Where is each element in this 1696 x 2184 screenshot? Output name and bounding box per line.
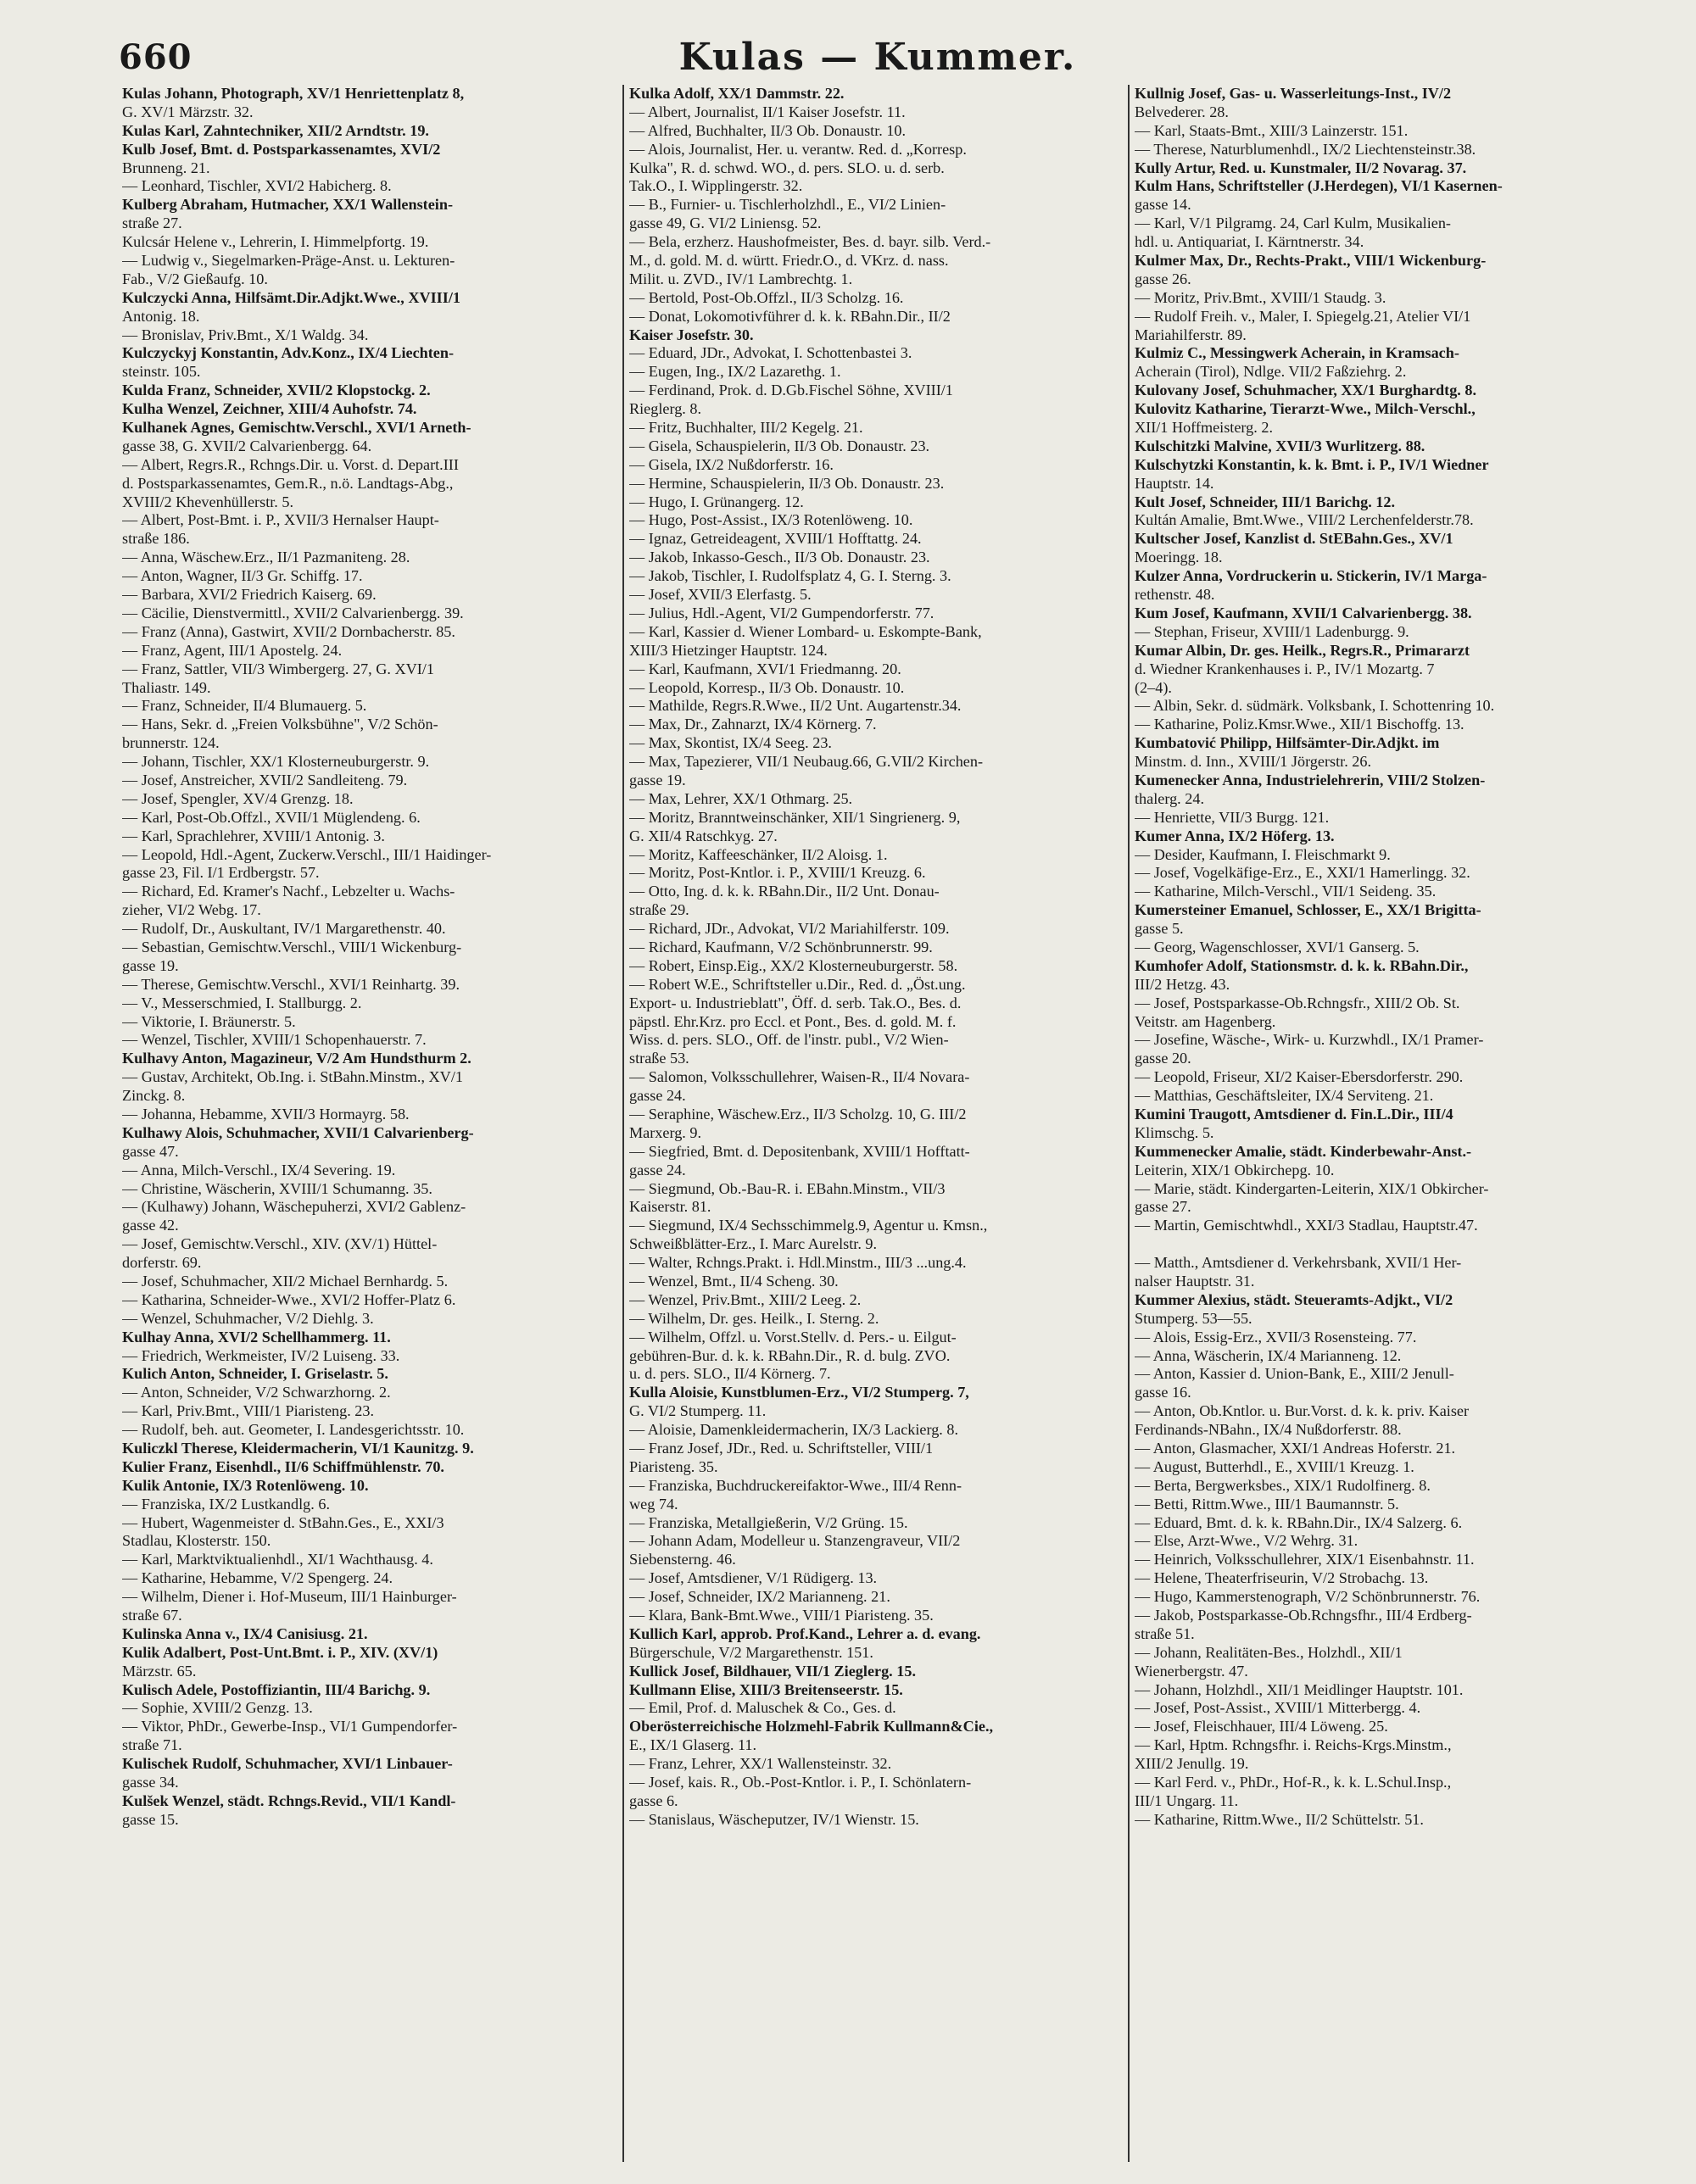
directory-entry-line: gasse 38, G. XVII/2 Calvarienbergg. 64.	[122, 437, 372, 454]
directory-entry-line: — Leonhard, Tischler, XVI/2 Habicherg. 8.	[122, 177, 392, 195]
column-2	[622, 85, 1128, 2162]
directory-entry-line: — Wilhelm, Offzl. u. Vorst.Stellv. d. Pers.- u. Eilgut-	[629, 1328, 957, 1346]
directory-entry-line: — Alfred, Buchhalter, II/3 Ob. Donaustr. 10.	[629, 121, 907, 139]
directory-entry-line: XIII/2 Jenullg. 19.	[1135, 1755, 1249, 1773]
directory-entry-line: — Franz, Sattler, VII/3 Wimbergerg. 27, G. XVI/1	[122, 660, 434, 677]
directory-entry-line: — Hans, Sekr. d. „Freien Volksbühne", V/2 Schön-	[122, 716, 438, 733]
directory-entry-line: — Berta, Bergwerksbes., XIX/1 Rudolfinerg. 8.	[1135, 1476, 1431, 1494]
directory-entry-line: — Anton, Schneider, V/2 Schwarzhorng. 2.	[122, 1384, 391, 1401]
directory-entry-line	[1135, 1235, 1626, 1254]
directory-entry-line: Marxerg. 9.	[629, 1123, 702, 1141]
directory-entry-line: — Friedrich, Werkmeister, IV/2 Luiseng. 33.	[122, 1346, 400, 1364]
directory-entry-line: — Karl, Marktviktualienhdl., XI/1 Wachthausg. 4.	[122, 1551, 433, 1568]
directory-entry-line: straße 51.	[1135, 1624, 1195, 1642]
directory-entry-line: — Georg, Wagenschlosser, XVI/1 Ganserg. 5.	[1135, 938, 1420, 956]
directory-entry-line: gasse 49, G. VI/2 Liniensg. 52.	[629, 214, 822, 232]
directory-entry-line: — Josef, Post-Assist., XVIII/1 Mitterbergg. 4.	[1135, 1699, 1421, 1717]
directory-entry-line: — V., Messerschmied, I. Stallburgg. 2.	[122, 994, 362, 1011]
directory-entry-line: — Josef, Gemischtw.Verschl., XIV. (XV/1) Hüttel-	[122, 1235, 438, 1253]
directory-entry-line: Kulšek Wenzel, städt. Rchngs.Revid., VII/1 Kandl-	[122, 1791, 456, 1809]
directory-entry-line: — Rudolf Freih. v., Maler, I. Spiegelg.21, Atelier VI/1	[1135, 307, 1471, 325]
directory-entry-line: dorferstr. 69.	[122, 1254, 202, 1272]
directory-entry-line: — Therese, Naturblumenhdl., IX/2 Liechtensteinstr.38.	[1135, 140, 1476, 158]
directory-entry-line: — Hubert, Wagenmeister d. StBahn.Ges., E., XXI/3	[122, 1513, 444, 1531]
directory-entry-line: Siebensterng. 46.	[629, 1551, 736, 1568]
directory-entry-line: Kulschitzki Malvine, XVII/3 Wurlitzerg. 88.	[1135, 437, 1425, 454]
directory-entry-line: — Katharina, Schneider-Wwe., XVI/2 Hoffer-Platz 6.	[122, 1290, 456, 1308]
directory-entry-line: — Josef, Amtsdiener, V/1 Rüdigerg. 13.	[629, 1569, 878, 1587]
directory-entry-line: — Josefine, Wäsche-, Wirk- u. Kurzwhdl., IX/1 Pramer-	[1135, 1031, 1484, 1049]
directory-entry-line: — Ludwig v., Siegelmarken-Präge-Anst. u. Lekturen-	[122, 252, 455, 270]
directory-entry-line: — Franz, Agent, III/1 Apostelg. 24.	[122, 641, 343, 659]
directory-entry-line: — Josef, Vogelkäfige-Erz., E., XXI/1 Hamerlingg. 32.	[1135, 864, 1470, 882]
directory-entry-line: rethenstr. 48.	[1135, 586, 1215, 604]
directory-entry-line: — Johanna, Hebamme, XVII/3 Hormayrg. 58.	[122, 1105, 410, 1123]
directory-entry-line: — Albert, Post-Bmt. i. P., XVII/3 Hernalser Haupt-	[122, 511, 439, 529]
directory-entry-line: XIII/3 Hietzinger Hauptstr. 124.	[629, 641, 828, 659]
directory-entry-line: — Hermine, Schauspielerin, II/3 Ob. Donaustr. 23.	[629, 474, 945, 492]
directory-entry-line: Kulka Adolf, XX/1 Dammstr. 22.	[629, 85, 845, 102]
directory-entry-line: Kully Artur, Red. u. Kunstmaler, II/2 Novarag. 37.	[1135, 159, 1467, 176]
directory-entry-line: — Albert, Journalist, II/1 Kaiser Josefstr. 11.	[629, 103, 906, 120]
directory-entry-line: — Jakob, Postsparkasse-Ob.Rchngsfhr., III/4 Erdberg-	[1135, 1607, 1472, 1624]
directory-entry-line: — Franziska, IX/2 Lustkandlg. 6.	[122, 1495, 330, 1513]
directory-entry-line: — Hugo, I. Grünangerg. 12.	[629, 493, 804, 510]
directory-entry-line: gasse 23, Fil. I/1 Erdbergstr. 57.	[122, 864, 320, 882]
directory-entry-line: Stumperg. 53—55.	[1135, 1309, 1252, 1327]
directory-entry-line: Kumar Albin, Dr. ges. Heilk., Regrs.R., Primararzt	[1135, 641, 1470, 659]
directory-entry-line: — Mathilde, Regrs.R.Wwe., II/2 Unt. Augartenstr.34.	[629, 697, 962, 715]
directory-entry-line: — Marie, städt. Kindergarten-Leiterin, XIX/1 Obkircher-	[1135, 1179, 1489, 1197]
directory-entry-line: nalser Hauptstr. 31.	[1135, 1273, 1255, 1290]
directory-entry-line: — Johann, Tischler, XX/1 Klosterneuburgerstr. 9.	[122, 753, 430, 771]
directory-entry-line: — Max, Dr., Zahnarzt, IX/4 Körnerg. 7.	[629, 716, 877, 733]
directory-entry-line: gasse 15.	[122, 1810, 179, 1828]
directory-entry-line: Kumbatović Philipp, Hilfsämter-Dir.Adjkt. im	[1135, 734, 1440, 752]
directory-entry-line: Kulich Anton, Schneider, I. Griselastr. 5.	[122, 1365, 388, 1383]
directory-entry-line: gasse 6.	[629, 1791, 678, 1809]
directory-entry-line: Leiterin, XIX/1 Obkirchерg. 10.	[1135, 1161, 1335, 1178]
directory-entry-line: Kumersteiner Emanuel, Schlosser, E., XX/1 Brigitta-	[1135, 901, 1481, 919]
directory-entry-line: Kum Josef, Kaufmann, XVII/1 Calvarienbergg. 38.	[1135, 604, 1472, 621]
directory-entry-line: Kulcsár Helene v., Lehrerin, I. Himmelpfortg. 19.	[122, 233, 429, 251]
directory-entry-line: Kulczyckyj Konstantin, Adv.Konz., IX/4 Liechten-	[122, 344, 455, 362]
directory-entry-line: — Rudolf, beh. aut. Geometer, I. Landesgerichtsstr. 10.	[122, 1421, 465, 1439]
directory-entry-line: — Bertold, Post-Ob.Offzl., II/3 Scholzg. 16.	[629, 288, 904, 306]
directory-entry-line: Kulmiz C., Messingwerk Acherain, in Kramsach-	[1135, 344, 1459, 362]
directory-entry-line: Kulmer Max, Dr., Rechts-Prakt., VIII/1 Wickenburg-	[1135, 252, 1487, 270]
directory-entry-line: — Albert, Regrs.R., Rchngs.Dir. u. Vorst. d. Depart.III	[122, 455, 459, 473]
directory-entry-line: — Josef, Fleischhauer, III/4 Löweng. 25.	[1135, 1718, 1388, 1736]
directory-entry-line: Kulhanek Agnes, Gemischtw.Verschl., XVI/1 Arneth-	[122, 419, 471, 437]
directory-entry-line: — Moritz, Branntweinschänker, XII/1 Singrienerg. 9,	[629, 808, 961, 826]
directory-entry-line: Kulik Antonie, IX/3 Rotenlöweng. 10.	[122, 1476, 369, 1494]
directory-entry-line: — Karl, Sprachlehrer, XVIII/1 Antonig. 3.	[122, 827, 385, 844]
directory-entry-line: (2–4).	[1135, 678, 1172, 696]
directory-entry-line: Kultscher Josef, Kanzlist d. StEBahn.Ges., XV/1	[1135, 530, 1453, 548]
directory-entry-line: Kulschytzki Konstantin, k. k. Bmt. i. P., IV/1 Wiedner	[1135, 455, 1489, 473]
directory-entry-line: Kullick Josef, Bildhauer, VII/1 Zieglerg. 15.	[629, 1662, 917, 1680]
directory-entry-line: — Moritz, Post-Kntlor. i. P., XVIII/1 Kreuzg. 6.	[629, 864, 926, 882]
directory-entry-line: Kulm Hans, Schriftsteller (J.Herdegen), VI/1 Kasernen-	[1135, 177, 1503, 195]
directory-entry-line: Märzstr. 65.	[122, 1662, 197, 1680]
directory-entry-line: Kulb Josef, Bmt. d. Postsparkassenamtes, XVI/2	[122, 140, 441, 158]
column-3	[1128, 85, 1633, 2162]
directory-entry-line: — Aloisie, Damenkleidermacherin, IX/3 Lackierg. 8.	[629, 1421, 959, 1439]
directory-entry-line: Ferdinands-NBahn., IX/4 Nußdorferstr. 88.	[1135, 1421, 1402, 1439]
directory-entry-line: gasse 20.	[1135, 1050, 1191, 1067]
directory-entry-line: — Josef, Anstreicher, XVII/2 Sandleiteng. 79.	[122, 771, 408, 788]
directory-entry-line: Belvederег. 28.	[1135, 103, 1229, 120]
directory-entry-line: Moeringg. 18.	[1135, 549, 1223, 566]
directory-entry-line: — Hugo, Kammerstenograph, V/2 Schönbrunnerstr. 76.	[1135, 1588, 1481, 1606]
directory-entry-line: — Katharine, Hebamme, V/2 Spengerg. 24.	[122, 1569, 393, 1587]
directory-entry-line: — Katharine, Milch-Verschl., VII/1 Seideng. 35.	[1135, 883, 1437, 900]
directory-entry-line: Kulier Franz, Eisenhdl., II/6 Schiffmühlenstr. 70.	[122, 1457, 444, 1475]
directory-entry-line: — Stephan, Friseur, XVIII/1 Ladenburgg. 9.	[1135, 622, 1409, 640]
directory-entry-line: gasse 24.	[629, 1161, 686, 1178]
page-title: Kulas — Kummer.	[678, 36, 1077, 79]
directory-entry-line: — Franz Josef, JDr., Red. u. Schriftsteller, VIII/1	[629, 1440, 934, 1457]
directory-entry-line: d. Wiedner Krankenhauses i. P., IV/1 Mozartg. 7	[1135, 660, 1435, 677]
directory-entry-line: — Barbara, XVI/2 Friedrich Kaiserg. 69.	[122, 586, 377, 604]
directory-entry-line: — Gisela, Schauspielerin, II/3 Ob. Donaustr. 23.	[629, 437, 930, 454]
directory-entry-line: Fab., V/2 Gießaufg. 10.	[122, 270, 268, 287]
directory-entry-line: brunnerstr. 124.	[122, 734, 220, 752]
directory-entry-line: Hauptstr. 14.	[1135, 474, 1214, 492]
directory-entry-line: — Franziska, Buchdruckereifaktor-Wwe., III/4 Renn-	[629, 1476, 962, 1494]
directory-entry-line: — Siegfried, Bmt. d. Depositenbank, XVIII/1 Hofftatt-	[629, 1142, 970, 1160]
directory-entry-line: straße 53.	[629, 1050, 689, 1067]
directory-entry-line: — Desider, Kaufmann, I. Fleischmarkt 9.	[1135, 845, 1391, 863]
directory-entry-line: — Rudolf, Dr., Auskultant, IV/1 Margarethenstr. 40.	[122, 920, 446, 938]
directory-entry-line: — Josef, XVII/3 Elerfastg. 5.	[629, 586, 812, 604]
directory-entry-line: — Richard, Kaufmann, V/2 Schönbrunnerstr. 99.	[629, 938, 933, 956]
directory-entry-line: gasse 34.	[122, 1774, 179, 1791]
directory-entry-line: straße 67.	[122, 1607, 182, 1624]
directory-entry-line: — Moritz, Kaffeeschänker, II/2 Aloisg. 1.	[629, 845, 888, 863]
directory-entry-line: Kullmann Elise, XIII/3 Breitenseerstr. 15.	[629, 1680, 903, 1698]
directory-entry-line: — Sophie, XVIII/2 Genzg. 13.	[122, 1699, 313, 1717]
directory-entry-line: Kulla Aloisie, Kunstblumen-Erz., VI/2 Stumperg. 7,	[629, 1384, 969, 1401]
directory-entry-line: gasse 5.	[1135, 920, 1184, 938]
directory-entry-line: gebühren-Bur. d. k. k. RBahn.Dir., R. d. bulg. ZVO.	[629, 1346, 951, 1364]
directory-entry-line: — Wenzel, Schuhmacher, V/2 Diehlg. 3.	[122, 1309, 374, 1327]
directory-entry-line: — Betti, Rittm.Wwe., III/1 Baumannstr. 5.	[1135, 1495, 1399, 1513]
directory-entry-line: — Hugo, Post-Assist., IX/3 Rotenlöweng. 10.	[629, 511, 913, 529]
directory-entry-line: — Josef, Schuhmacher, XII/2 Michael Bernhardg. 5.	[122, 1273, 449, 1290]
directory-entry-line: — Viktor, PhDr., Gewerbe-Insp., VI/1 Gumpendorfer-	[122, 1718, 458, 1736]
directory-entry-line: — Johann Adam, Modelleur u. Stanzengraveur, VII/2	[629, 1532, 961, 1550]
directory-entry-line: — Franz, Schneider, II/4 Blumauerg. 5.	[122, 697, 367, 715]
directory-entry-line: straße 186.	[122, 530, 190, 548]
directory-entry-line: III/1 Ungarg. 11.	[1135, 1791, 1239, 1809]
directory-entry-line: E., IX/1 Glaserg. 11.	[629, 1736, 757, 1754]
directory-entry-line: — Seraphine, Wäschew.Erz., II/3 Scholzg. 10, G. III/2	[629, 1105, 967, 1123]
directory-entry-line: — Therese, Gemischtw.Verschl., XVI/1 Reinhartg. 39.	[122, 975, 460, 993]
directory-entry-line: gasse 24.	[629, 1087, 686, 1105]
directory-entry-line: — Anton, Kassier d. Union-Bank, E., XIII/2 Jenull-	[1135, 1365, 1454, 1383]
directory-entry-line: hdl. u. Antiquariat, I. Kärntnerstr. 34.	[1135, 233, 1364, 251]
directory-entry-line: Wiss. d. pers. SLO., Off. de l'instr. publ., V/2 Wien-	[629, 1031, 949, 1049]
directory-entry-line: — B., Furnier- u. Tischlerholzhdl., E., VI/2 Linien-	[629, 196, 946, 214]
directory-entry-line: — Johann, Realitäten-Bes., Holzhdl., XII/1	[1135, 1643, 1403, 1661]
directory-entry-line: Veitstr. am Hagenberg.	[1135, 1012, 1276, 1030]
directory-entry-line: Kulha Wenzel, Zeichner, XIII/4 Auhofstr. 74.	[122, 400, 417, 418]
directory-entry-line: III/2 Hetzg. 43.	[1135, 975, 1230, 993]
directory-entry-line: XVIII/2 Khevenhüllerstr. 5.	[122, 493, 294, 510]
directory-entry-line: gasse 47.	[122, 1142, 179, 1160]
directory-entry-line: Piaristeng. 35.	[629, 1457, 718, 1475]
directory-entry-line: — Alois, Journalist, Her. u. verantw. Red. d. „Korresp.	[629, 140, 967, 158]
directory-entry-line: — Leopold, Korresp., II/3 Ob. Donaustr. 10.	[629, 678, 905, 696]
directory-entry-line: Klimschg. 5.	[1135, 1123, 1214, 1141]
directory-entry-line: Kulzer Anna, Vordruckerin u. Stickerin, IV/1 Marga-	[1135, 567, 1487, 585]
directory-entry-line: — Karl, Hptm. Rchngsfhr. i. Reichs-Krgs.Minstm.,	[1135, 1736, 1452, 1754]
directory-entry-line: — Karl, Priv.Bmt., VIII/1 Piaristeng. 23.	[122, 1402, 375, 1420]
directory-entry-line: Kulovany Josef, Schuhmacher, XX/1 Burghardtg. 8.	[1135, 382, 1477, 399]
directory-entry-line: — Helene, Theaterfriseurin, V/2 Strobachg. 13.	[1135, 1569, 1429, 1587]
directory-entry-line: Bürgerschule, V/2 Margarethenstr. 151.	[629, 1643, 873, 1661]
directory-entry-line: thalerg. 24.	[1135, 789, 1204, 807]
directory-entry-line: gasse 16.	[1135, 1384, 1191, 1401]
directory-entry-line: — Jakob, Inkasso-Gesch., II/3 Ob. Donaustr. 23.	[629, 549, 930, 566]
directory-entry-line: — Bronislav, Priv.Bmt., X/1 Waldg. 34.	[122, 326, 369, 343]
directory-entry-line: — Alois, Essig-Erz., XVII/3 Rosensteing. 77.	[1135, 1328, 1417, 1346]
directory-entry-line: — Karl Ferd. v., PhDr., Hof-R., k. k. L.Schul.Insp.,	[1135, 1774, 1452, 1791]
directory-entry-line: — Christine, Wäscherin, XVIII/1 Schumanng. 35.	[122, 1179, 432, 1197]
directory-entry-line: Kulhavy Anton, Magazineur, V/2 Am Hundsthurm 2.	[122, 1050, 471, 1067]
directory-entry-line: — Klara, Bank-Bmt.Wwe., VIII/1 Piaristeng. 35.	[629, 1607, 934, 1624]
directory-entry-line: Rieglerg. 8.	[629, 400, 702, 418]
directory-entry-line: — Stanislaus, Wäscheputzer, IV/1 Wienstr. 15.	[629, 1810, 919, 1828]
directory-entry-line: — Anton, Glasmacher, XXI/1 Andreas Hoferstr. 21.	[1135, 1440, 1456, 1457]
directory-entry-line: — Ferdinand, Prok. d. D.Gb.Fischel Söhne, XVIII/1	[629, 382, 953, 399]
directory-entry-line: Kuliczkl Therese, Kleidermacherin, VI/1 Kaunitzg. 9.	[122, 1440, 474, 1457]
directory-entry-line: u. d. pers. SLO., II/4 Körnerg. 7.	[629, 1365, 831, 1383]
directory-entry-line: Acherain (Tirol), Ndlge. VII/2 Faßziehrg. 2.	[1135, 363, 1407, 381]
directory-entry-line: Kaiserstr. 81.	[629, 1198, 711, 1216]
directory-entry-line: zieher, VI/2 Webg. 17.	[122, 901, 261, 919]
directory-entry-line: — Max, Tapezierer, VII/1 Neubaug.66, G.VII/2 Kirchen-	[629, 753, 984, 771]
directory-entry-line: — Katharine, Rittm.Wwe., II/2 Schüttelstr. 51.	[1135, 1810, 1424, 1828]
directory-entry-line: — Robert W.E., Schriftsteller u.Dir., Red. d. „Öst.ung.	[629, 975, 966, 993]
directory-entry-line: — Else, Arzt-Wwe., V/2 Wehrg. 31.	[1135, 1532, 1358, 1550]
directory-entry-line: — Josef, kais. R., Ob.-Post-Kntlor. i. P., I. Schönlatern-	[629, 1774, 972, 1791]
directory-entry-line: — Cäcilie, Dienstvermittl., XVII/2 Calvarienbergg. 39.	[122, 604, 464, 621]
directory-entry-line: — Richard, Ed. Kramer's Nachf., Lebzelter u. Wachs-	[122, 883, 455, 900]
directory-entry-line: — Otto, Ing. d. k. k. RBahn.Dir., II/2 Unt. Donau-	[629, 883, 940, 900]
directory-entry-line: XII/1 Hoffmeisterg. 2.	[1135, 419, 1273, 437]
directory-entry-line: Brunneng. 21.	[122, 159, 210, 176]
directory-entry-line: — Wilhelm, Diener i. Hof-Museum, III/1 Hainburger-	[122, 1588, 457, 1606]
directory-entry-line: — Albin, Sekr. d. südmärk. Volksbank, I. Schottenring 10.	[1135, 697, 1495, 715]
directory-entry-line: straße 29.	[629, 901, 689, 919]
directory-entry-line: Zinckg. 8.	[122, 1087, 186, 1105]
directory-entry-line: — Leopold, Friseur, XI/2 Kaiser-Ebersdorferstr. 290.	[1135, 1068, 1464, 1086]
directory-entry-line: Wienerbergstr. 47.	[1135, 1662, 1248, 1680]
directory-entry-line: Stadlau, Klosterstr. 150.	[122, 1532, 271, 1550]
directory-entry-line: — Wenzel, Bmt., II/4 Scheng. 30.	[629, 1273, 839, 1290]
directory-entry-line: — Johann, Holzhdl., XII/1 Meidlinger Hauptstr. 101.	[1135, 1680, 1464, 1698]
directory-entry-line: päpstl. Ehr.Krz. pro Eccl. et Pont., Bes. d. gold. M. f.	[629, 1012, 957, 1030]
directory-entry-line: — Wilhelm, Dr. ges. Heilk., I. Sterng. 2.	[629, 1309, 879, 1327]
directory-entry-line: Kult Josef, Schneider, III/1 Barichg. 12.	[1135, 493, 1396, 510]
directory-entry-line: gasse 42.	[122, 1217, 179, 1234]
directory-entry-line: — Martin, Gemischtwhdl., XXI/3 Stadlau, Hauptstr.47.	[1135, 1217, 1478, 1234]
directory-entry-line: — Julius, Hdl.-Agent, VI/2 Gumpendorferstr. 77.	[629, 604, 934, 621]
directory-entry-line: — Josef, Spengler, XV/4 Grenzg. 18.	[122, 789, 354, 807]
directory-entry-line: Kummenecker Amalie, städt. Kinderbewahr-Anst.-	[1135, 1142, 1472, 1160]
directory-entry-line: G. XII/4 Ratschkyg. 27.	[629, 827, 778, 844]
directory-entry-line: — Max, Skontist, IX/4 Seeg. 23.	[629, 734, 832, 752]
directory-entry-line: Antonig. 18.	[122, 307, 200, 325]
directory-entry-line: — Siegmund, Ob.-Bau-R. i. EBahn.Minstm., VII/3	[629, 1179, 946, 1197]
directory-entry-line: — Bela, erzherz. Haushofmeister, Bes. d. bayr. silb. Verd.-	[629, 233, 991, 251]
column-1	[117, 85, 622, 2162]
directory-entry-line: — Heinrich, Volksschullehrer, XIX/1 Eisenbahnstr. 11.	[1135, 1551, 1475, 1568]
directory-entry-line: Kulhay Anna, XVI/2 Schellhammerg. 11.	[122, 1328, 391, 1346]
directory-entry-line: — Max, Lehrer, XX/1 Othmarg. 25.	[629, 789, 853, 807]
directory-entry-line: Kulas Johann, Photograph, XV/1 Henriettenplatz 8,	[122, 85, 465, 102]
directory-entry-line: straße 27.	[122, 214, 182, 232]
directory-entry-line: Kulisch Adele, Postoffiziantin, III/4 Barichg. 9.	[122, 1680, 431, 1698]
directory-entry-line: G. VI/2 Stumperg. 11.	[629, 1402, 767, 1420]
directory-entry-line: — Wenzel, Priv.Bmt., XIII/2 Leeg. 2.	[629, 1290, 862, 1308]
directory-entry-line: — Salomon, Volksschullehrer, Waisen-R., II/4 Novara-	[629, 1068, 970, 1086]
directory-entry-line: — Karl, Post-Ob.Offzl., XVII/1 Müglendeng. 6.	[122, 808, 421, 826]
directory-entry-line: — Karl, Kassier d. Wiener Lombard- u. Eskompte-Bank,	[629, 622, 982, 640]
directory-entry-line: Kumenecker Anna, Industrielehrerin, VIII/2 Stolzen-	[1135, 771, 1486, 788]
page-number: 660	[119, 37, 192, 77]
directory-entry-line: — Robert, Einsp.Eig., XX/2 Klosterneuburgerstr. 58.	[629, 956, 958, 974]
directory-entry-line: — Gustav, Architekt, Ob.Ing. i. StBahn.Minstm., XV/1	[122, 1068, 463, 1086]
directory-entry-line: Tak.O., I. Wipplingerstr. 32.	[629, 177, 803, 195]
directory-entry-line: — Anton, Wagner, II/3 Gr. Schiffg. 17.	[122, 567, 363, 585]
directory-entry-line: — Anna, Wäschew.Erz., II/1 Pazmaniteng. 28.	[122, 549, 410, 566]
directory-entry-line: — Matth., Amtsdiener d. Verkehrsbank, XVII/1 Her-	[1135, 1254, 1462, 1272]
directory-entry-line: — Ignaz, Getreideagent, XVIII/1 Hofftattg. 24.	[629, 530, 922, 548]
directory-entry-line: Milit. u. ZVD., IV/1 Lambrechtg. 1.	[629, 270, 853, 287]
directory-entry-line: Thaliastr. 149.	[122, 678, 211, 696]
directory-entry-line: — August, Butterhdl., E., XVIII/1 Kreuzg. 1.	[1135, 1457, 1414, 1475]
directory-entry-line: M., d. gold. M. d. württ. Friedr.O., d. VKrz. d. nass.	[629, 252, 949, 270]
directory-entry-line: — Anna, Milch-Verschl., IX/4 Severing. 19.	[122, 1161, 396, 1178]
directory-entry-line: — Moritz, Priv.Bmt., XVIII/1 Staudg. 3.	[1135, 288, 1386, 306]
directory-entry-line: straße 71.	[122, 1736, 182, 1754]
page-header	[110, 32, 1645, 83]
directory-entry-line: G. XV/1 Märzstr. 32.	[122, 103, 254, 120]
directory-entry-line: Kulinska Anna v., IX/4 Canisiusg. 21.	[122, 1624, 368, 1642]
directory-entry-line: — Leopold, Hdl.-Agent, Zuckerw.Verschl., III/1 Haidinger-	[122, 845, 492, 863]
directory-entry-line: — Donat, Lokomotivführer d. k. k. RBahn.Dir., II/2	[629, 307, 951, 325]
directory-entry-line: — Emil, Prof. d. Maluschek & Co., Ges. d.	[629, 1699, 896, 1717]
directory-entry-line: steinstr. 105.	[122, 363, 201, 381]
directory-entry-line: Oberösterreichische Holzmehl-Fabrik Kullmann&Cie.,	[629, 1718, 994, 1736]
directory-entry-line: Kumhofer Adolf, Stationsmstr. d. k. k. RBahn.Dir.,	[1135, 956, 1469, 974]
directory-entry-line: — Karl, V/1 Pilgramg. 24, Carl Kulm, Musikalien-	[1135, 214, 1451, 232]
directory-entry-line: — Gisela, IX/2 Nußdorferstr. 16.	[629, 455, 834, 473]
directory-entry-line: — Fritz, Buchhalter, III/2 Kegelg. 21.	[629, 419, 863, 437]
directory-entry-line: — Richard, JDr., Advokat, VI/2 Mariahilferstr. 109.	[629, 920, 950, 938]
directory-entry-line: — Katharine, Poliz.Kmsr.Wwe., XII/1 Bischoffg. 13.	[1135, 716, 1464, 733]
directory-entry-line: Kulhawy Alois, Schuhmacher, XVII/1 Calvarienberg-	[122, 1123, 474, 1141]
directory-entry-line: gasse 19.	[629, 771, 686, 788]
directory-entry-line: — Anton, Ob.Kntlor. u. Bur.Vorst. d. k. k. priv. Kaiser	[1135, 1402, 1470, 1420]
directory-entry-line: weg 74.	[629, 1495, 678, 1513]
directory-entry-line: gasse 26.	[1135, 270, 1191, 287]
columns-container	[117, 85, 1635, 2162]
directory-entry-line: Kultán Amalie, Bmt.Wwe., VIII/2 Lerchenfelderstr.78.	[1135, 511, 1474, 529]
directory-entry-line: Minstm. d. Inn., XVIII/1 Jörgerstr. 26.	[1135, 753, 1372, 771]
directory-entry-line: Kulischek Rudolf, Schuhmacher, XVI/1 Linbauer-	[122, 1755, 453, 1773]
directory-entry-line: Kulberg Abraham, Hutmacher, XX/1 Wallenstein-	[122, 196, 454, 214]
directory-entry-line: — Walter, Rchngs.Prakt. i. Hdl.Minstm., III/3 ...ung.4.	[629, 1254, 967, 1272]
directory-entry-line: — Jakob, Tischler, I. Rudolfsplatz 4, G. I. Sterng. 3.	[629, 567, 951, 585]
directory-entry-line: — Wenzel, Tischler, XVIII/1 Schopenhauerstr. 7.	[122, 1031, 427, 1049]
directory-entry-line: Kulas Karl, Zahntechniker, XII/2 Arndtstr. 19.	[122, 121, 429, 139]
directory-entry-line: Kulovitz Katharine, Tierarzt-Wwe., Milch-Verschl.,	[1135, 400, 1476, 418]
directory-entry-line: — (Kulhawy) Johann, Wäschepuherzi, XVI/2 Gablenz-	[122, 1198, 466, 1216]
directory-entry-line: — Josef, Schneider, IX/2 Marianneng. 21.	[629, 1588, 890, 1606]
directory-entry-line: — Matthias, Geschäftsleiter, IX/4 Serviteng. 21.	[1135, 1087, 1434, 1105]
directory-entry-line: d. Postsparkassenamtes, Gem.R., n.ö. Landtags-Abg.,	[122, 474, 454, 492]
directory-entry-line: Kullich Karl, approb. Prof.Kand., Lehrer a. d. evang.	[629, 1624, 981, 1642]
directory-entry-line: Kaiser Josefstr. 30.	[629, 326, 754, 343]
directory-entry-line: gasse 14.	[1135, 196, 1191, 214]
directory-entry-line: Kumer Anna, IX/2 Höferg. 13.	[1135, 827, 1335, 844]
directory-entry-line: Kulka", R. d. schwd. WO., d. pers. SLO. u. d. serb.	[629, 159, 945, 176]
directory-entry-line: — Viktorie, I. Bräunerstr. 5.	[122, 1012, 296, 1030]
directory-entry-line: — Eduard, Bmt. d. k. k. RBahn.Dir., IX/4 Salzerg. 6.	[1135, 1513, 1463, 1531]
directory-entry-line: — Franz (Anna), Gastwirt, XVII/2 Dornbacherstr. 85.	[122, 622, 455, 640]
directory-entry-line: — Siegmund, IX/4 Sechsschimmelg.9, Agentur u. Kmsn.,	[629, 1217, 988, 1234]
directory-entry-line: — Josef, Postsparkasse-Ob.Rchngsfr., XIII/2 Ob. St.	[1135, 994, 1460, 1011]
directory-entry-line: gasse 19.	[122, 956, 179, 974]
directory-entry-line: — Sebastian, Gemischtw.Verschl., VIII/1 Wickenburg-	[122, 938, 462, 956]
directory-entry-line: — Henriette, VII/3 Burgg. 121.	[1135, 808, 1330, 826]
directory-entry-line: — Franz, Lehrer, XX/1 Wallensteinstr. 32.	[629, 1755, 892, 1773]
directory-entry-line: — Eugen, Ing., IX/2 Lazarethg. 1.	[629, 363, 841, 381]
directory-entry-line: Export- u. Industrieblatt", Öff. d. serb. Tak.O., Bes. d.	[629, 994, 962, 1011]
directory-entry-line: gasse 27.	[1135, 1198, 1191, 1216]
directory-entry-line: Kulda Franz, Schneider, XVII/2 Klopstockg. 2.	[122, 382, 431, 399]
directory-entry-line: Schweißblätter-Erz., I. Marc Aurelstr. 9.	[629, 1235, 878, 1253]
directory-entry-line: — Eduard, JDr., Advokat, I. Schottenbastei 3.	[629, 344, 912, 362]
directory-entry-line: Kummer Alexius, städt. Steueramts-Adjkt., VI/2	[1135, 1290, 1453, 1308]
directory-entry-line: — Karl, Kaufmann, XVI/1 Friedmanng. 20.	[629, 660, 901, 677]
directory-entry-line: Kullnig Josef, Gas- u. Wasserleitungs-Inst., IV/2	[1135, 85, 1452, 102]
directory-entry-line: Mariahilferstr. 89.	[1135, 326, 1247, 343]
directory-entry-line: — Anna, Wäscherin, IX/4 Marianneng. 12.	[1135, 1346, 1402, 1364]
directory-entry-line: Kulik Adalbert, Post-Unt.Bmt. i. P., XIV. (XV/1)	[122, 1643, 438, 1661]
directory-entry-line: — Karl, Staats-Bmt., XIII/3 Lainzerstr. 151.	[1135, 121, 1409, 139]
directory-entry-line: — Franziska, Metallgießerin, V/2 Grüng. 15.	[629, 1513, 908, 1531]
directory-entry-line: Kumini Traugott, Amtsdiener d. Fin.L.Dir., III/4	[1135, 1105, 1453, 1123]
directory-entry-line: Kulczycki Anna, Hilfsämt.Dir.Adjkt.Wwe., XVIII/1	[122, 288, 460, 306]
